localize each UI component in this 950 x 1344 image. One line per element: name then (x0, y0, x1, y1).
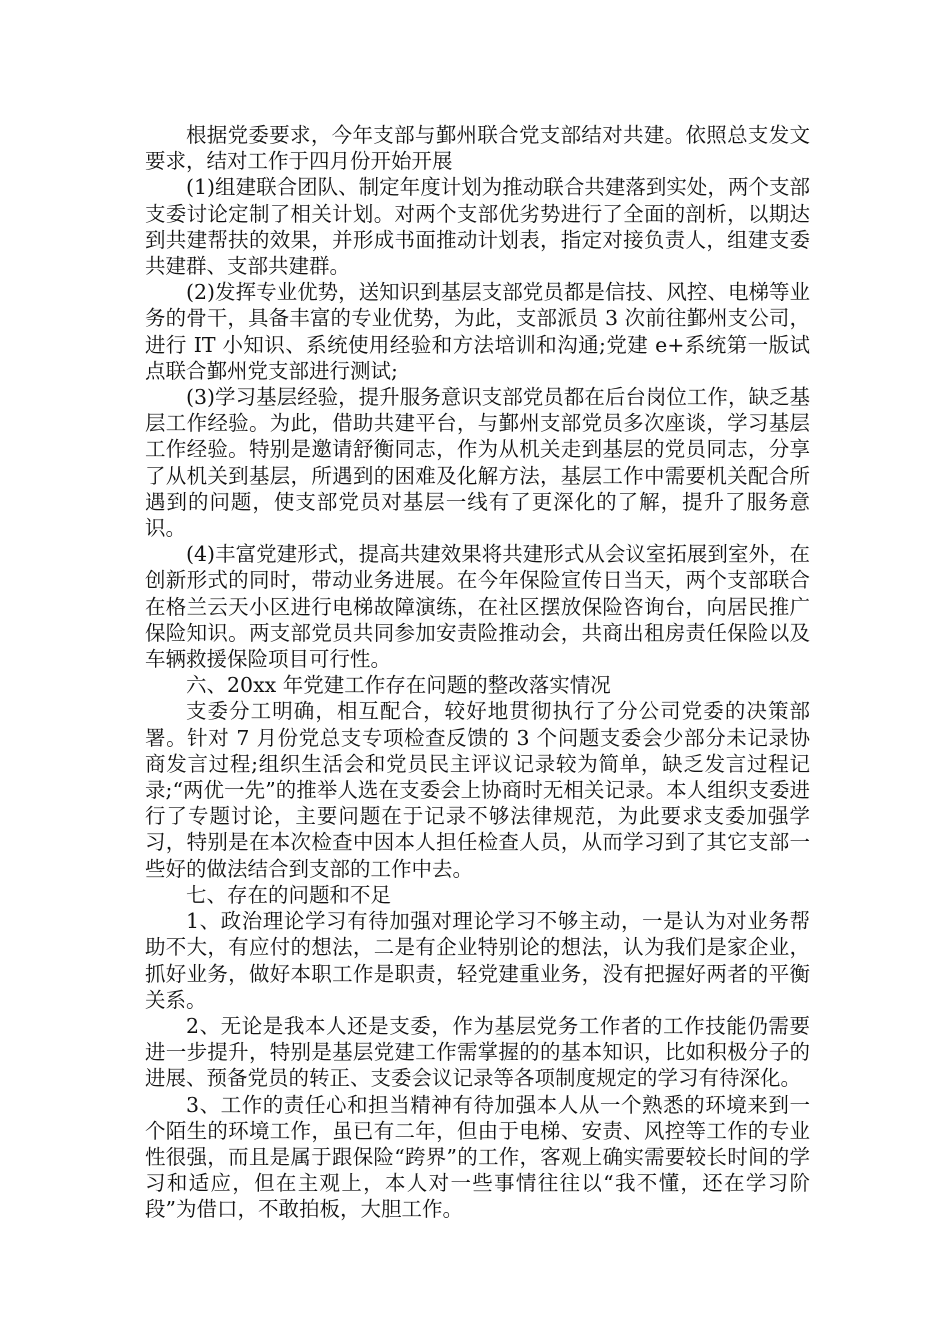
paragraph-problem-2: 2、无论是我本人还是支委，作为基层党务工作者的工作技能仍需要进一步提升，特别是基层党建工作需掌握的的基本知识，比如积极分子的进展、预备党员的转正、支委会议记录等各项制度规定的学习有待深化。 (145, 1013, 810, 1091)
paragraph-item-2: (2)发挥专业优势，送知识到基层支部党员都是信技、风控、电梯等业务的骨干，具备丰富的专业优势，为此，支部派员 3 次前往鄞州支公司，进行 IT 小知识、系统使用经验和方法培训和沟通;党建 e+系统第一版试点联合鄞州党支部进行测试; (145, 280, 810, 383)
paragraph-item-3: (3)学习基层经验，提升服务意识支部党员都在后台岗位工作，缺乏基层工作经验。为此，借助共建平台，与鄞州支部党员多次座谈，学习基层工作经验。特别是邀请舒衡同志，作为从机关走到基层的党员同志，分享了从机关到基层，所遇到的困难及化解方法，基层工作中需要机关配合所遇到的问题，使支部党员对基层一线有了更深化的了解，提升了服务意识。 (145, 385, 810, 541)
section-heading-six: 六、20xx 年党建工作存在问题的整改落实情况 (186, 673, 611, 698)
paragraph-intro: 根据党委要求，今年支部与鄞州联合党支部结对共建。依照总支发文要求，结对工作于四月份开始开展 (145, 123, 810, 174)
paragraph-item-4: (4)丰富党建形式，提高共建效果将共建形式从会议室拓展到室外，在创新形式的同时，带动业务进展。在今年保险宣传日当天，两个支部联合在格兰云天小区进行电梯故障演练，在社区摆放保险咨询台，向居民推广保险知识。两支部党员共同参加安责险推动会，共商出租房责任保险以及车辆救援保险项目可行性。 (145, 542, 810, 672)
paragraph-problem-3: 3、工作的责任心和担当精神有待加强本人从一个熟悉的环境来到一个陌生的环境工作，虽已有二年，但由于电梯、安责、风控等工作的专业性很强，而且是属于跟保险“跨界”的工作，客观上确实需要较长时间的学习和适应，但在主观上，本人对一些事情往往以“我不懂，还在学习阶段”为借口，不敢拍板，大胆工作。 (145, 1092, 810, 1222)
paragraph-problem-1: 1、政治理论学习有待加强对理论学习不够主动，一是认为对业务帮助不大，有应付的想法，二是有企业特别论的想法，认为我们是家企业，抓好业务，做好本职工作是职责，轻党建重业务，没有把握好两者的平衡关系。 (145, 909, 810, 1012)
paragraph-rectification: 支委分工明确，相互配合，较好地贯彻执行了分公司党委的决策部署。针对 7 月份党总支专项检查反馈的 3 个问题支委会少部分未记录协商发言过程;组织生活会和党员民主评议记录较为简单，缺乏发言过程记录;“两优一先”的推举人选在支委会上协商时无相关记录。本人组织支委进行了专题讨论，主要问题在于记录不够法律规范，为此要求支委加强学习，特别是在本次检查中因本人担任检查人员，从而学习到了其它支部一些好的做法结合到支部的工作中去。 (145, 699, 810, 881)
section-heading-seven: 七、存在的问题和不足 (186, 882, 391, 907)
document-body (145, 122, 810, 1223)
paragraph-item-1: (1)组建联合团队、制定年度计划为推动联合共建落到实处，两个支部支委讨论定制了相关计划。对两个支部优劣势进行了全面的剖析，以期达到共建帮扶的效果，并形成书面推动计划表，指定对接负责人，组建支委共建群、支部共建群。 (145, 175, 810, 279)
